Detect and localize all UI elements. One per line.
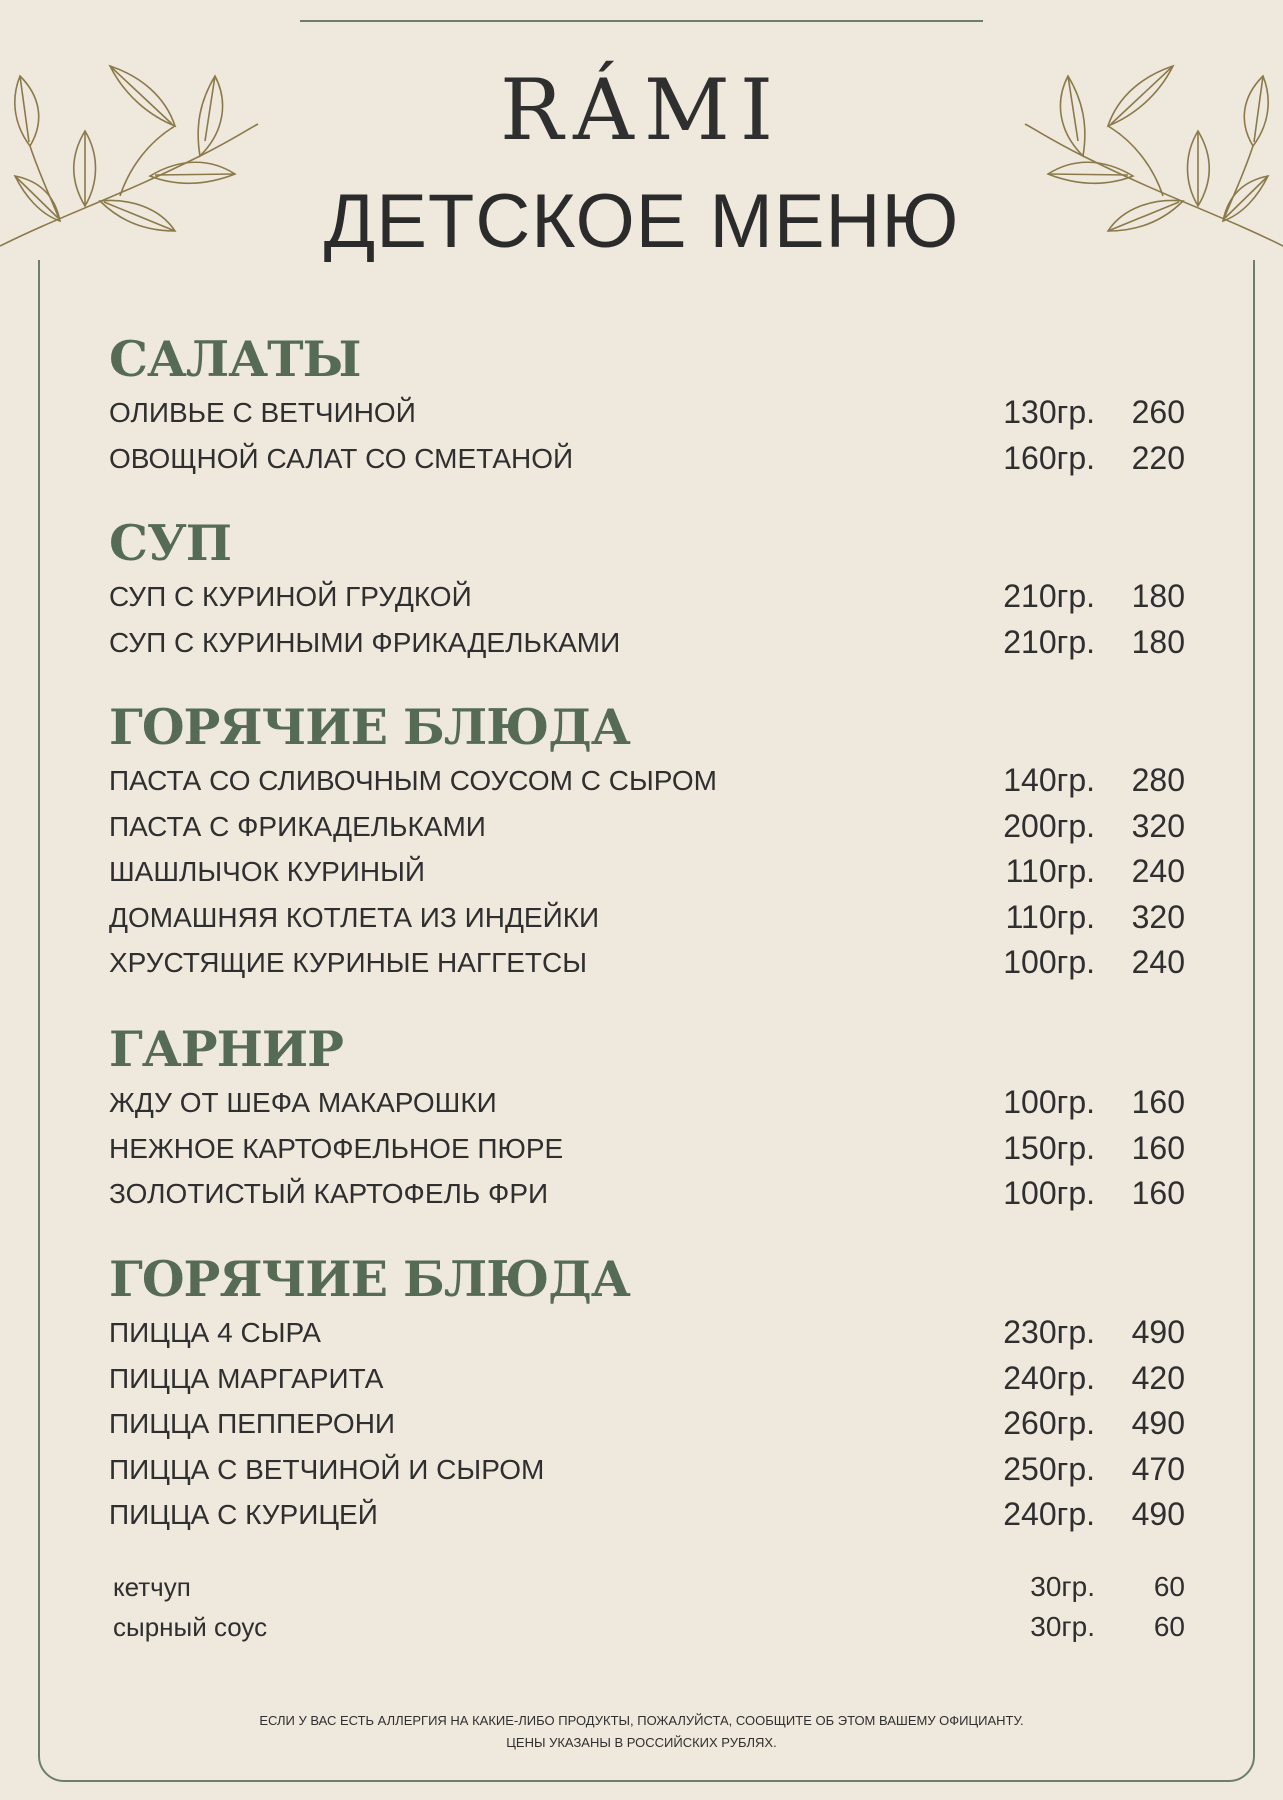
item-price: 160 xyxy=(1131,1175,1185,1211)
item-name: ЗОЛОТИСТЫЙ КАРТОФЕЛЬ ФРИ xyxy=(109,1178,549,1209)
item-price: 240 xyxy=(1131,853,1185,889)
currency-note: ЦЕНЫ УКАЗАНЫ В РОССИЙСКИХ РУБЛЯХ. xyxy=(506,1735,777,1750)
item-weight: 210гр. xyxy=(1003,623,1095,660)
item-name: ОЛИВЬЕ С ВЕТЧИНОЙ xyxy=(109,397,416,428)
menu-item xyxy=(109,574,1185,620)
section-title: ГОРЯЧИЕ БЛЮДА xyxy=(109,698,630,756)
item-price: 420 xyxy=(1131,1359,1185,1396)
page-title: ДЕТСКОЕ МЕНЮ xyxy=(323,179,960,264)
footer-notes xyxy=(0,1710,1283,1754)
menu-item xyxy=(109,1171,1185,1217)
item-price: 320 xyxy=(1131,898,1185,935)
menu-item xyxy=(109,895,1185,941)
menu-item xyxy=(109,849,1185,895)
item-price: 60 xyxy=(1153,1571,1185,1602)
item-weight: 130гр. xyxy=(1003,394,1095,430)
sauce-item xyxy=(109,1607,1185,1647)
item-weight: 240гр. xyxy=(1003,1359,1095,1396)
item-name: ХРУСТЯЩИЕ КУРИНЫЕ НАГГЕТСЫ xyxy=(109,947,588,978)
item-name: ПИЦЦА 4 СЫРА xyxy=(109,1317,321,1348)
item-price: 280 xyxy=(1131,762,1185,798)
menu-item xyxy=(109,436,1185,482)
menu-section-soup xyxy=(109,512,1185,665)
item-name: СУП С КУРИНЫМИ ФРИКАДЕЛЬКАМИ xyxy=(109,626,621,658)
brand-logo: RÁMI xyxy=(499,61,784,159)
item-price: 60 xyxy=(1153,1611,1185,1642)
item-weight: 250гр. xyxy=(1003,1450,1095,1487)
item-name: ШАШЛЫЧОК КУРИНЫЙ xyxy=(109,856,426,887)
item-name: ПИЦЦА С КУРИЦЕЙ xyxy=(109,1499,378,1530)
item-name: ПАСТА СО СЛИВОЧНЫМ СОУСОМ С СЫРОМ xyxy=(109,765,717,796)
section-title: СУП xyxy=(109,514,232,572)
item-weight: 30гр. xyxy=(1030,1611,1095,1642)
item-price: 320 xyxy=(1131,807,1185,844)
item-weight: 210гр. xyxy=(1003,578,1095,614)
item-name: ПИЦЦА ПЕППЕРОНИ xyxy=(109,1408,396,1439)
menu-item xyxy=(109,1356,1185,1402)
item-name: НЕЖНОЕ КАРТОФЕЛЬНОЕ ПЮРЕ xyxy=(109,1132,564,1164)
item-price: 160 xyxy=(1131,1129,1185,1166)
menu-item xyxy=(109,804,1185,850)
item-name: ЖДУ ОТ ШЕФА МАКАРОШКИ xyxy=(109,1087,497,1118)
item-weight: 140гр. xyxy=(1003,762,1095,798)
item-weight: 230гр. xyxy=(1003,1314,1095,1350)
section-title: ГОРЯЧИЕ БЛЮДА xyxy=(109,1250,630,1308)
menu-item xyxy=(109,620,1185,666)
menu-item xyxy=(109,1401,1185,1447)
section-title: ГАРНИР xyxy=(109,1020,344,1078)
item-weight: 160гр. xyxy=(1003,439,1095,476)
menu-item xyxy=(109,1310,1185,1356)
menu-section-pizza xyxy=(109,1248,1185,1538)
item-price: 490 xyxy=(1131,1405,1185,1441)
menu-item xyxy=(109,940,1185,986)
item-name: ДОМАШНЯЯ КОТЛЕТА ИЗ ИНДЕЙКИ xyxy=(109,901,600,933)
item-weight: 110гр. xyxy=(1005,853,1095,889)
menu-section-salads xyxy=(109,328,1185,481)
menu-item xyxy=(109,1080,1185,1126)
item-price: 240 xyxy=(1131,944,1185,980)
item-price: 180 xyxy=(1131,578,1185,614)
menu-item xyxy=(109,758,1185,804)
item-price: 490 xyxy=(1131,1496,1185,1532)
item-price: 470 xyxy=(1131,1450,1185,1487)
item-weight: 200гр. xyxy=(1003,807,1095,844)
item-price: 180 xyxy=(1131,623,1185,660)
item-price: 490 xyxy=(1131,1314,1185,1350)
item-price: 160 xyxy=(1131,1084,1185,1120)
item-weight: 150гр. xyxy=(1003,1129,1095,1166)
menu-section-sauces xyxy=(109,1567,1185,1647)
item-weight: 240гр. xyxy=(1003,1496,1095,1532)
item-name: кетчуп xyxy=(113,1572,191,1602)
menu-section-garnish xyxy=(109,1018,1185,1217)
menu-item xyxy=(109,1447,1185,1493)
menu-item xyxy=(109,390,1185,436)
item-name: ОВОЩНОЙ САЛАТ СО СМЕТАНОЙ xyxy=(109,442,574,474)
item-name: СУП С КУРИНОЙ ГРУДКОЙ xyxy=(109,581,472,612)
item-weight: 100гр. xyxy=(1003,944,1095,980)
menu-item xyxy=(109,1492,1185,1538)
section-title: САЛАТЫ xyxy=(109,330,361,388)
item-weight: 260гр. xyxy=(1003,1405,1095,1441)
item-name: ПАСТА С ФРИКАДЕЛЬКАМИ xyxy=(109,810,486,842)
sauce-item xyxy=(109,1567,1185,1607)
item-weight: 110гр. xyxy=(1005,898,1095,935)
item-name: сырный соус xyxy=(113,1612,268,1642)
menu-section-hot-dishes xyxy=(109,696,1185,986)
item-price: 260 xyxy=(1131,394,1185,430)
allergy-note: ЕСЛИ У ВАС ЕСТЬ АЛЛЕРГИЯ НА КАКИЕ-ЛИБО ПРОДУКТЫ, ПОЖАЛУЙСТА, СООБЩИТЕ ОБ ЭТОМ ВАШЕМУ ОФИЦИАНТУ. xyxy=(259,1713,1024,1728)
item-weight: 100гр. xyxy=(1003,1175,1095,1211)
item-price: 220 xyxy=(1131,439,1185,476)
item-weight: 100гр. xyxy=(1003,1084,1095,1120)
menu-item xyxy=(109,1126,1185,1172)
item-name: ПИЦЦА С ВЕТЧИНОЙ И СЫРОМ xyxy=(109,1453,545,1485)
item-name: ПИЦЦА МАРГАРИТА xyxy=(109,1362,384,1394)
item-weight: 30гр. xyxy=(1030,1571,1095,1602)
